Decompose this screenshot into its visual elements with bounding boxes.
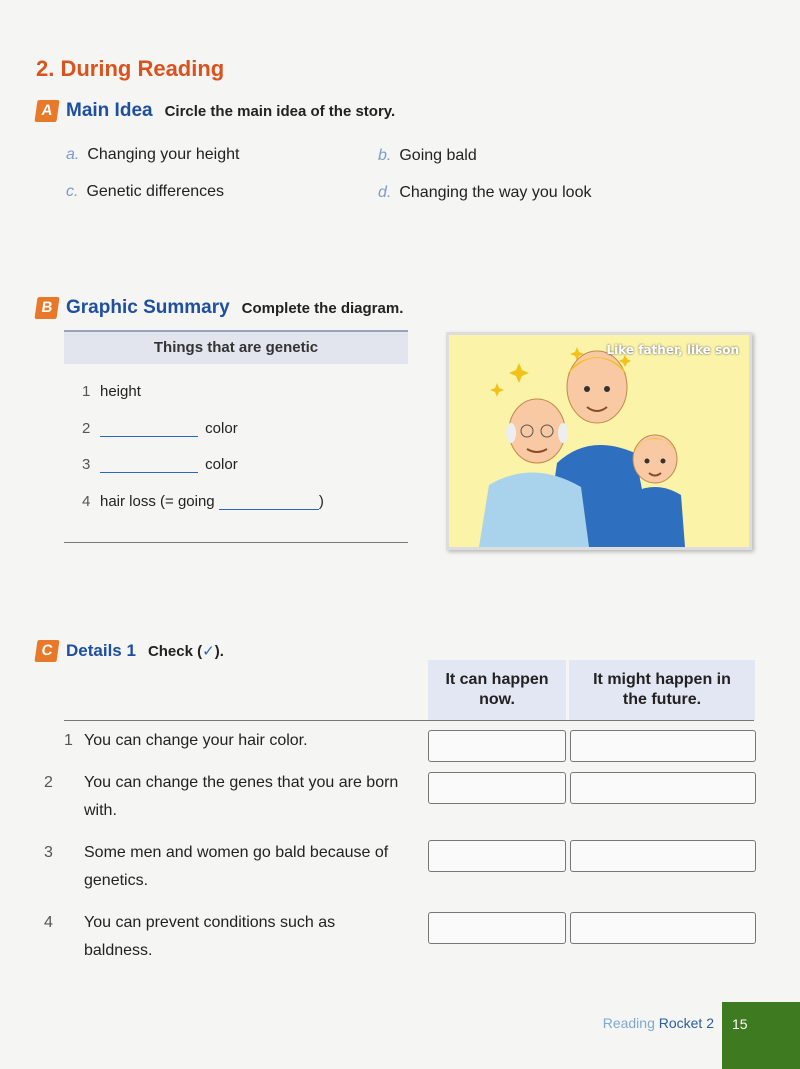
diagram-table-header: Things that are genetic [64,330,408,364]
item-number: 3 [44,844,53,861]
option-a-letter: a. [66,146,80,163]
diagram-row-2 [82,420,238,437]
father-son-illustration [446,332,752,550]
illustration-caption: Like father, like son [606,343,739,357]
instruction-suffix: ). [214,643,224,660]
answer-blank[interactable] [100,456,198,473]
item-number: 1 [64,732,73,749]
diagram-row-3 [82,456,238,473]
section-c-header [36,640,224,662]
section-a-instruction: Circle the main idea of the story. [164,102,396,120]
column-header-future [569,660,755,720]
item-number: 2 [44,774,53,791]
section-b-title: Graphic Summary [66,297,230,318]
checkbox-3-future[interactable] [570,840,756,872]
section-a-title: Main Idea [66,100,153,121]
row-suffix: ) [318,493,324,510]
option-a-text: Changing your height [87,146,240,163]
checkbox-2-now[interactable] [428,772,566,804]
detail-item-3 [44,839,414,895]
checkbox-2-future[interactable] [570,772,756,804]
checkbox-4-future[interactable] [570,912,756,944]
answer-blank[interactable] [219,493,319,510]
book-title-part-2: Rocket 2 [658,1015,714,1031]
section-c-instruction [148,642,224,660]
option-a[interactable] [66,146,239,164]
section-a-header [36,100,395,122]
item-text: You can prevent conditions such as baldness. [84,914,336,959]
checkbox-1-future[interactable] [570,730,756,762]
details-header-rule [64,720,754,721]
section-c-title: Details 1 [66,641,136,660]
answer-blank[interactable] [100,420,198,437]
diagram-row-4 [82,493,324,510]
instruction-prefix: Check ( [147,643,203,660]
row-number: 4 [82,493,91,510]
option-d-text: Changing the way you look [399,184,592,201]
section-b-badge: B [34,297,59,319]
table-bottom-rule [64,542,408,543]
option-c-text: Genetic differences [86,183,225,200]
detail-item-2 [44,769,404,825]
checkbox-1-now[interactable] [428,730,566,762]
item-text: You can change the genes that you are born with. [84,774,399,819]
section-b-instruction: Complete the diagram. [241,299,404,317]
section-a-badge: A [34,100,59,122]
row-text: height [100,383,141,400]
book-title-part-1: Reading [602,1015,655,1031]
item-text: Some men and women go bald because of genetics. [84,844,389,889]
book-title [603,1015,714,1031]
column-header-future-text: It might happen in the future. [593,671,731,708]
row-suffix: color [205,420,238,437]
column-header-now [428,660,566,720]
section-c-badge: C [34,640,59,662]
row-number: 3 [82,456,91,473]
column-header-now-text: It can happen now. [445,671,549,708]
option-d-letter: d. [378,184,392,201]
item-text: You can change your hair color. [84,732,308,749]
row-number: 2 [82,420,91,437]
section-b-header [36,297,403,319]
detail-item-4 [44,909,384,965]
option-c-letter: c. [66,183,79,200]
option-b-letter: b. [378,147,392,164]
row-number: 1 [82,383,91,400]
page-title: 2. During Reading [36,56,225,81]
page-number: 15 [732,1016,748,1032]
row-prefix: hair loss (= going [100,493,215,510]
row-suffix: color [205,456,238,473]
page-number-tab [722,1002,800,1069]
checkbox-3-now[interactable] [428,840,566,872]
check-icon: ✓ [202,643,215,660]
option-c[interactable] [66,183,224,201]
checkbox-4-now[interactable] [428,912,566,944]
option-b-text: Going bald [399,147,477,164]
detail-item-1 [64,727,404,755]
option-d[interactable] [378,184,591,202]
item-number: 4 [44,914,53,931]
family-cartoon-image [449,335,749,547]
option-b[interactable] [378,147,477,165]
diagram-row-1 [82,383,141,400]
